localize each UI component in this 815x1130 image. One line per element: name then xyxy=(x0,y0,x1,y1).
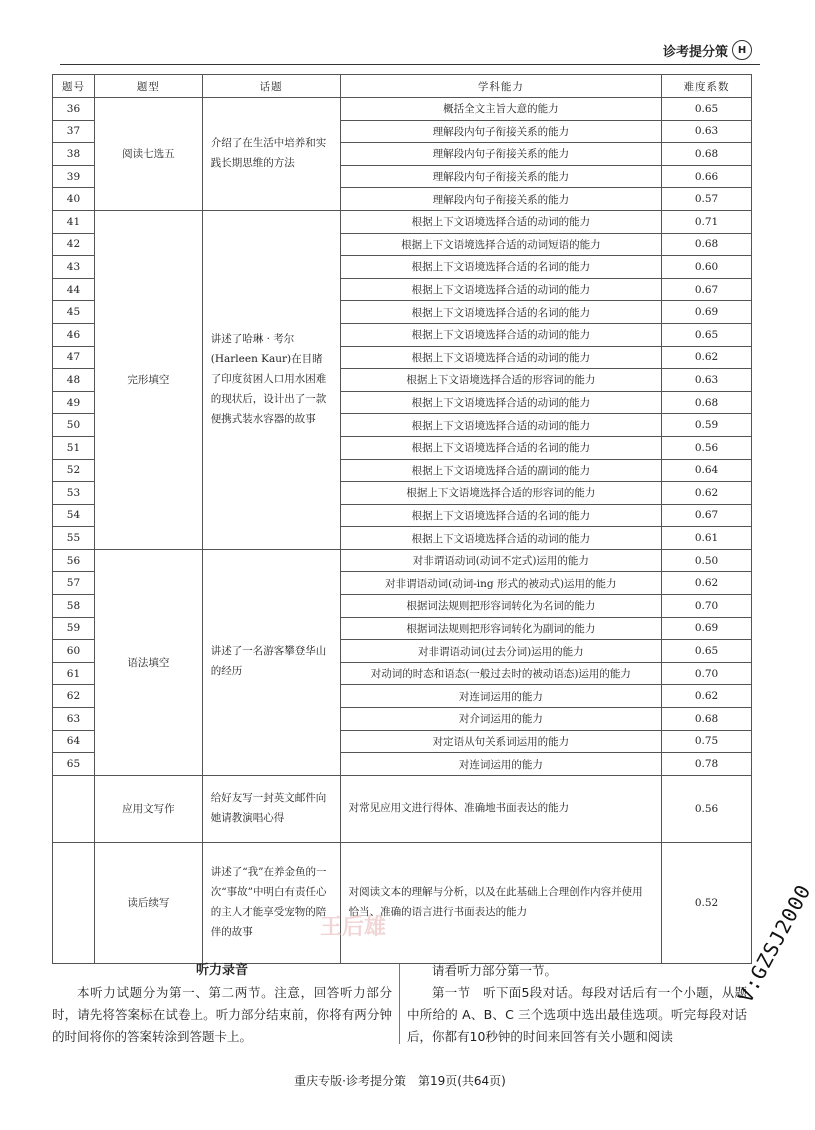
difficulty-cell: 0.63 xyxy=(662,120,752,143)
page-footer: 重庆专版·诊考提分策 第19页(共64页) xyxy=(294,1074,506,1088)
paragraph: 本听力试题分为第一、第二两节。注意，回答听力部分时，请先将答案标在试卷上。听力部分结束前，你将有两分钟的时间将你的答案转涂到答题卡上。 xyxy=(52,985,392,1044)
question-number: 36 xyxy=(53,98,95,121)
ability-cell: 根据上下文语境选择合适的名词的能力 xyxy=(340,436,661,459)
table-row xyxy=(53,775,752,842)
header-cell: 话题 xyxy=(202,75,340,98)
difficulty-cell: 0.71 xyxy=(662,210,752,233)
question-number: 45 xyxy=(53,301,95,324)
difficulty-cell: 0.66 xyxy=(662,165,752,188)
question-number xyxy=(53,842,95,963)
question-number: 63 xyxy=(53,708,95,731)
difficulty-cell: 0.60 xyxy=(662,256,752,279)
difficulty-cell: 0.65 xyxy=(662,640,752,663)
question-number: 39 xyxy=(53,165,95,188)
ability-cell: 对连词运用的能力 xyxy=(340,753,661,776)
question-number: 57 xyxy=(53,572,95,595)
difficulty-cell: 0.69 xyxy=(662,301,752,324)
header-cell: 题号 xyxy=(53,75,95,98)
question-number: 64 xyxy=(53,730,95,753)
topic-cell: 介绍了在生活中培养和实践长期思维的方法 xyxy=(202,98,340,211)
ability-cell: 根据上下文语境选择合适的动词的能力 xyxy=(340,414,661,437)
table-row xyxy=(53,549,752,572)
ability-cell: 对动词的时态和语态(一般过去时的被动语态)运用的能力 xyxy=(340,662,661,685)
question-number: 56 xyxy=(53,549,95,572)
question-number: 50 xyxy=(53,414,95,437)
difficulty-cell: 0.59 xyxy=(662,414,752,437)
side-watermark-text: V:GZSJ2000 xyxy=(732,880,815,1007)
difficulty-cell: 0.70 xyxy=(662,595,752,618)
question-number: 58 xyxy=(53,595,95,618)
ability-cell: 对介词运用的能力 xyxy=(340,708,661,731)
question-number: 51 xyxy=(53,436,95,459)
ability-cell: 根据上下文语境选择合适的动词的能力 xyxy=(340,527,661,550)
question-number: 42 xyxy=(53,233,95,256)
table-header-row xyxy=(53,75,752,98)
difficulty-cell: 0.56 xyxy=(662,436,752,459)
difficulty-cell: 0.65 xyxy=(662,323,752,346)
ability-cell: 根据上下文语境选择合适的动词的能力 xyxy=(340,391,661,414)
paragraph: 第一节 听下面5段对话。每段对话后有一个小题，从题中所给的 A、B、C 三个选项中选出最佳选项。听完每段对话后，你都有10秒钟的时间来回答有关小题和阅读 xyxy=(407,985,747,1044)
question-number: 47 xyxy=(53,346,95,369)
difficulty-cell: 0.61 xyxy=(662,527,752,550)
question-number: 60 xyxy=(53,640,95,663)
table-row xyxy=(53,98,752,121)
question-number: 43 xyxy=(53,256,95,279)
topic-cell: 讲述了一名游客攀登华山的经历 xyxy=(202,549,340,775)
difficulty-cell: 0.68 xyxy=(662,233,752,256)
ability-cell: 对阅读文本的理解与分析，以及在此基础上合理创作内容并使用恰当、准确的语言进行书面表达的能力 xyxy=(340,842,661,963)
difficulty-cell: 0.78 xyxy=(662,753,752,776)
question-number: 61 xyxy=(53,662,95,685)
topic-cell: 讲述了哈琳 · 考尔(Harleen Kaur)在目睹了印度贫困人口用水困难的现状后，设计出了一款便携式装水容器的故事 xyxy=(202,210,340,549)
ability-cell: 理解段内句子衔接关系的能力 xyxy=(340,120,661,143)
ability-cell: 根据上下文语境选择合适的动词的能力 xyxy=(340,210,661,233)
column-divider xyxy=(399,964,400,1044)
right-column xyxy=(407,960,747,1048)
question-number: 38 xyxy=(53,143,95,166)
ability-cell: 根据上下文语境选择合适的动词的能力 xyxy=(340,323,661,346)
question-type: 阅读七选五 xyxy=(94,98,202,211)
question-number: 37 xyxy=(53,120,95,143)
question-number: 49 xyxy=(53,391,95,414)
question-number: 48 xyxy=(53,369,95,392)
difficulty-cell: 0.62 xyxy=(662,685,752,708)
table-row xyxy=(53,210,752,233)
ability-cell: 根据词法规则把形容词转化为名词的能力 xyxy=(340,595,661,618)
ability-cell: 对常见应用文进行得体、准确地书面表达的能力 xyxy=(340,775,661,842)
question-type: 应用文写作 xyxy=(94,775,202,842)
difficulty-cell: 0.64 xyxy=(662,459,752,482)
ability-cell: 对非谓语动词(过去分词)运用的能力 xyxy=(340,640,661,663)
brand-logo-icon: H xyxy=(732,40,752,60)
difficulty-cell: 0.67 xyxy=(662,278,752,301)
question-number: 52 xyxy=(53,459,95,482)
ability-cell: 根据上下文语境选择合适的形容词的能力 xyxy=(340,482,661,505)
question-type: 读后续写 xyxy=(94,842,202,963)
difficulty-cell: 0.75 xyxy=(662,730,752,753)
section-title: 听力录音 xyxy=(195,963,248,978)
header-title: 诊考提分策 xyxy=(662,44,728,60)
header-cell: 难度系数 xyxy=(662,75,752,98)
topic-cell: 给好友写一封英文邮件向她请教演唱心得 xyxy=(202,775,340,842)
difficulty-cell: 0.69 xyxy=(662,617,752,640)
question-number: 46 xyxy=(53,323,95,346)
difficulty-cell: 0.62 xyxy=(662,572,752,595)
difficulty-cell: 0.70 xyxy=(662,662,752,685)
difficulty-cell: 0.68 xyxy=(662,708,752,731)
question-number xyxy=(53,775,95,842)
ability-cell: 根据上下文语境选择合适的名词的能力 xyxy=(340,256,661,279)
ability-cell: 根据上下文语境选择合适的形容词的能力 xyxy=(340,369,661,392)
question-number: 62 xyxy=(53,685,95,708)
ability-cell: 根据上下文语境选择合适的动词的能力 xyxy=(340,278,661,301)
left-column xyxy=(52,960,392,1048)
question-number: 65 xyxy=(53,753,95,776)
page-header xyxy=(663,40,752,60)
difficulty-cell: 0.56 xyxy=(662,775,752,842)
ability-cell: 根据上下文语境选择合适的副词的能力 xyxy=(340,459,661,482)
difficulty-cell: 0.63 xyxy=(662,369,752,392)
question-number: 41 xyxy=(53,210,95,233)
question-number: 54 xyxy=(53,504,95,527)
ability-cell: 概括全文主旨大意的能力 xyxy=(340,98,661,121)
difficulty-cell: 0.68 xyxy=(662,143,752,166)
ability-cell: 根据上下文语境选择合适的动词的能力 xyxy=(340,346,661,369)
question-number: 40 xyxy=(53,188,95,211)
question-number: 44 xyxy=(53,278,95,301)
difficulty-cell: 0.52 xyxy=(662,842,752,963)
ability-cell: 根据上下文语境选择合适的名词的能力 xyxy=(340,301,661,324)
watermark: 王后雄 xyxy=(320,915,387,940)
header-cell: 题型 xyxy=(94,75,202,98)
ability-cell: 对非谓语动词(动词-ing 形式的被动式)运用的能力 xyxy=(340,572,661,595)
difficulty-cell: 0.50 xyxy=(662,549,752,572)
ability-cell: 根据词法规则把形容词转化为副词的能力 xyxy=(340,617,661,640)
question-number: 59 xyxy=(53,617,95,640)
table-row xyxy=(53,842,752,963)
header-cell: 学科能力 xyxy=(340,75,661,98)
difficulty-cell: 0.65 xyxy=(662,98,752,121)
difficulty-cell: 0.62 xyxy=(662,346,752,369)
header-rule xyxy=(60,64,760,65)
ability-cell: 理解段内句子衔接关系的能力 xyxy=(340,143,661,166)
question-type: 语法填空 xyxy=(94,549,202,775)
ability-cell: 根据上下文语境选择合适的动词短语的能力 xyxy=(340,233,661,256)
ability-cell: 根据上下文语境选择合适的名词的能力 xyxy=(340,504,661,527)
difficulty-cell: 0.57 xyxy=(662,188,752,211)
ability-cell: 对定语从句关系词运用的能力 xyxy=(340,730,661,753)
ability-cell: 理解段内句子衔接关系的能力 xyxy=(340,165,661,188)
ability-table xyxy=(52,74,752,964)
difficulty-cell: 0.67 xyxy=(662,504,752,527)
ability-cell: 对连词运用的能力 xyxy=(340,685,661,708)
ability-cell: 理解段内句子衔接关系的能力 xyxy=(340,188,661,211)
difficulty-cell: 0.68 xyxy=(662,391,752,414)
topic-cell: 讲述了“我”在养金鱼的一次“事故”中明白有责任心的主人才能享受宠物的陪伴的故事 xyxy=(202,842,340,963)
question-number: 55 xyxy=(53,527,95,550)
paragraph: 请看听力部分第一节。 xyxy=(432,963,558,978)
question-type: 完形填空 xyxy=(94,210,202,549)
difficulty-cell: 0.62 xyxy=(662,482,752,505)
question-number: 53 xyxy=(53,482,95,505)
ability-cell: 对非谓语动词(动词不定式)运用的能力 xyxy=(340,549,661,572)
